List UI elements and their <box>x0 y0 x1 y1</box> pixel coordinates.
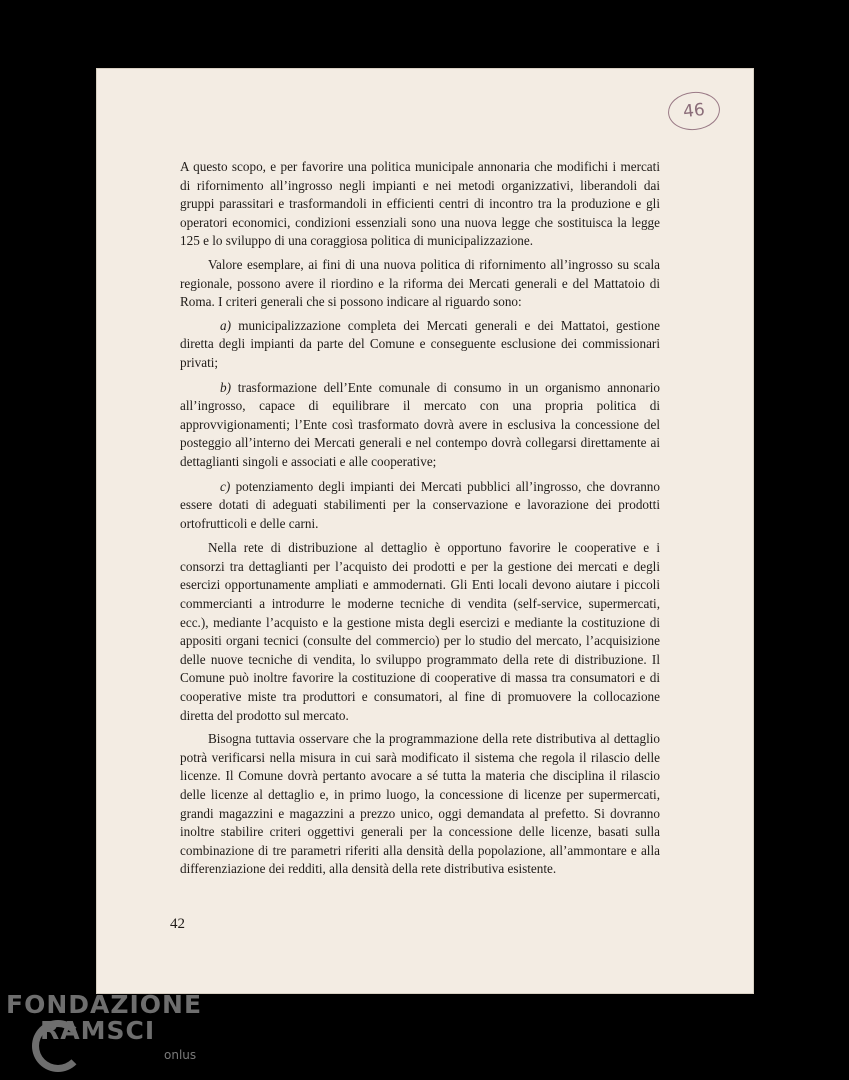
list-marker-c: c) <box>220 478 231 494</box>
paragraph-intro: A questo scopo, e per favorire una politica municipale annonaria che modifichi i mercati di rifornimento all’ingrosso negli impianti e nei metodi organizzativi, liberandoli dai gruppi parassitari e trasformandoli in efficienti centri di incontro tra la produzione e gli operatori economici, condizioni essenziali sono una nuova legge che sostituisca la legge 125 e lo sviluppo di una coraggiosa politica di municipalizzazione. <box>180 159 660 249</box>
logo-line1: FONDAZIONE <box>6 990 203 1019</box>
body-text <box>180 158 660 884</box>
list-item-c-text: potenziamento degli impianti dei Mercati pubblici all’ingrosso, che dovranno essere dotati di adeguati stabilimenti per la conservazione e lavorazione dei prodotti ortofrutticoli e delle carni. <box>180 478 660 531</box>
paragraph-retail: Nella rete di distribuzione al dettaglio è opportuno favorire le cooperative e i consorzi tra dettaglianti per l’acquisto dei prodotti e per la gestione dei mercati e degli esercizi opportunamente ampliati e ammodernati. Gli Enti locali devono aiutare i piccoli commercianti a introdurre le moderne tecniche di vendita (self-service, supermercati, ecc.), mediante l’acquisto e la gestione mista degli esercizi e mediante la costituzione di appositi organi tecnici (consulte del commercio) per lo studio del mercato, l’acquisizione delle nuove tecniche di vendita, lo sviluppo programmato della rete di distribuzione. Il Comune può inoltre favorire la costituzione di cooperative di massa tra consumatori e di cooperative miste tra produttori e consumatori, al fine di promuovere la collocazione diretta del prodotto sul mercato. <box>180 540 660 723</box>
archive-number-stamp: 46 <box>666 89 722 132</box>
list-marker-a: a) <box>220 317 231 333</box>
paragraph-criteria: Valore esemplare, ai fini di una nuova politica di rifornimento all’ingrosso su scala regionale, possono avere il riordino e la riforma dei Mercati generali e del Mattatoio di Roma. I criteri generali che si possono indicare al riguardo sono: <box>180 256 660 310</box>
fondazione-gramsci-logo <box>6 990 216 1076</box>
logo-subtitle: onlus <box>164 1048 197 1062</box>
list-item-b-text: trasformazione dell’Ente comunale di consumo in un organismo annonario all’ingrosso, capace di equilibrare il mercato con una propria politica di approvvigionamenti; l’Ente così trasformato dovrà avere in esclusiva la concessione del posteggio all’interno dei Mercati generali e nel contempo dovrà collegarsi direttamente ai dettaglianti singoli e associati e alle cooperative; <box>180 379 661 469</box>
logo-line2: RAMSCI <box>40 1016 156 1045</box>
list-item-b <box>180 379 660 472</box>
list-marker-b: b) <box>220 379 231 395</box>
list-item-c <box>180 478 660 534</box>
page-number: 42 <box>170 916 185 932</box>
list-item-a-text: municipalizzazione completa dei Mercati generali e dei Mattatoi, gestione diretta degli impianti da parte del Comune e conseguente esclusione dei commissionari privati; <box>180 317 660 370</box>
list-item-a <box>180 317 660 373</box>
paragraph-licenses: Bisogna tuttavia osservare che la programmazione della rete distributiva al dettaglio potrà verificarsi nella misura in cui sarà modificato il sistema che regola il rilascio delle licenze. Il Comune dovrà pertanto avocare a sé tutta la materia che disciplina il rilascio delle licenze al dettaglio e, in primo luogo, la concessione di licenze per supermercati, grandi magazzini e magazzini a prezzo unico, oggi demandata al prefetto. Si dovranno inoltre stabilire criteri oggettivi generali per la concessione delle licenze, basati sulla combinazione di tre parametri riferiti alla densità della popolazione, all’ammontare e alla differenziazione dei redditi, alla densità della rete distributiva esistente. <box>180 731 660 877</box>
document-page <box>96 68 754 994</box>
